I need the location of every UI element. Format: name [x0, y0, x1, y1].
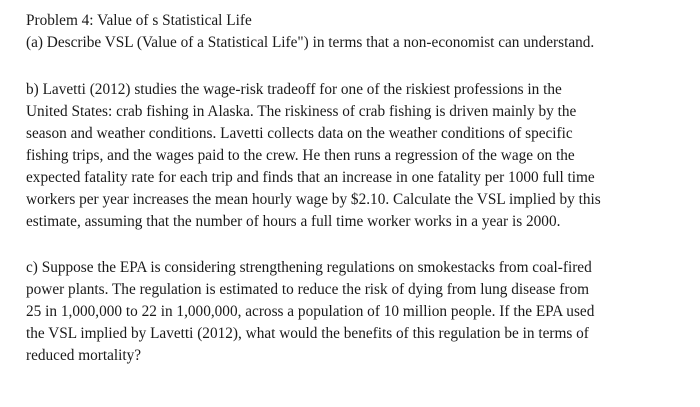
paragraph-gap [26, 233, 676, 257]
paragraph-gap [26, 54, 676, 79]
part-c-line: c) Suppose the EPA is considering strengthening regulations on smokestacks from coal-fired [26, 259, 592, 276]
part-c-line: 25 in 1,000,000 to 22 in 1,000,000, across a population of 10 million people. If the EPA used [26, 303, 595, 320]
part-c-line: reduced mortality? [26, 347, 142, 364]
part-b-line: expected fatality rate for each trip and finds that an increase in one fatality per 1000 full time [26, 169, 595, 186]
part-a-text: (a) Describe VSL (Value of a Statistical Life") in terms that a non-economist can understand. [26, 34, 595, 51]
part-b-paragraph [26, 79, 676, 233]
part-b-line: fishing trips, and the wages paid to the crew. He then runs a regression of the wage on the [26, 147, 575, 164]
part-c-line: power plants. The regulation is estimated to reduce the risk of dying from lung disease from [26, 281, 590, 298]
part-b-line: United States: crab fishing in Alaska. The riskiness of crab fishing is driven mainly by the [26, 103, 577, 120]
part-b-line: workers per year increases the mean hourly wage by $2.10. Calculate the VSL implied by this [26, 191, 601, 208]
part-c-paragraph [26, 257, 676, 367]
problem-title: Problem 4: Value of s Statistical Life [26, 12, 252, 29]
document-body [26, 10, 676, 367]
part-c-line: the VSL implied by Lavetti (2012), what would the benefits of this regulation be in terms of [26, 325, 589, 342]
part-b-line: b) Lavetti (2012) studies the wage-risk tradeoff for one of the riskiest professions in the [26, 81, 562, 98]
part-b-line: estimate, assuming that the number of hours a full time worker works in a year is 2000. [26, 213, 561, 230]
part-b-line: season and weather conditions. Lavetti collects data on the weather conditions of specific [26, 125, 573, 142]
